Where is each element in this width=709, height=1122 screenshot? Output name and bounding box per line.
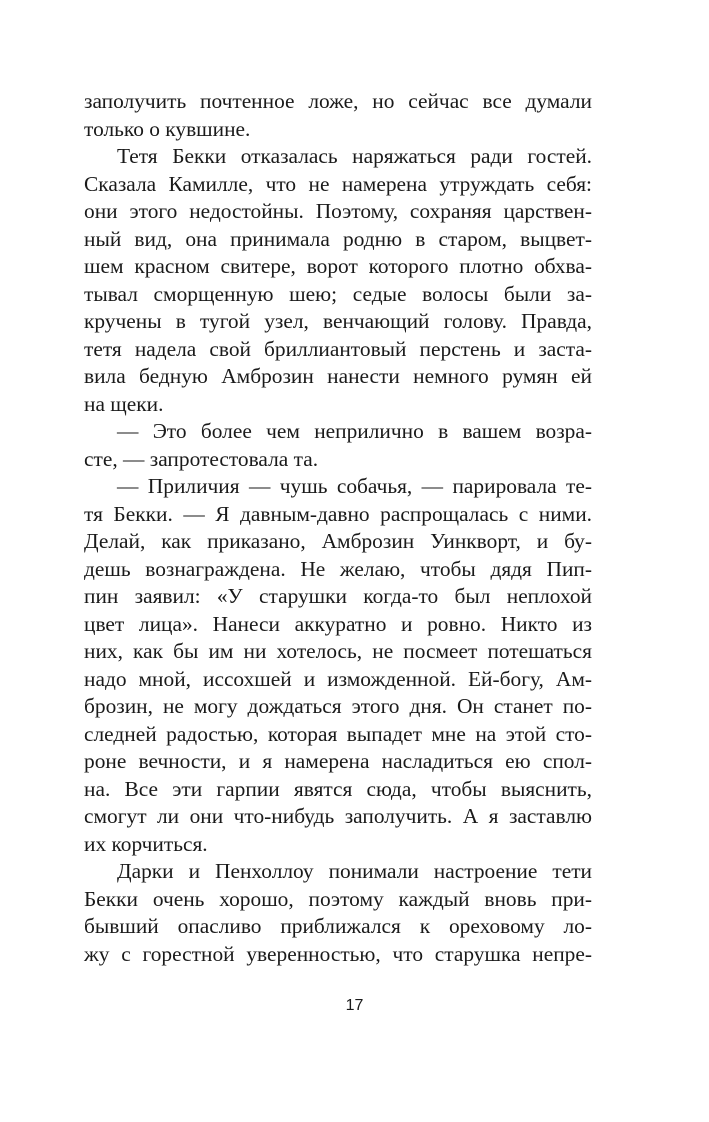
text-line: ный вид, она принимала родню в старом, выцвет- [84, 226, 592, 251]
text-line: они этого недостойны. Поэтому, сохраняя царствен- [84, 199, 592, 223]
text-line: роне вечности, и я намерена насладиться ею спол- [84, 749, 592, 773]
text-line: Делай, как приказано, Амброзин Уинкворт, и бу- [84, 529, 592, 553]
text-line: вила бедную Амброзин нанести немного румян ей [84, 364, 592, 388]
text-line: их корчиться. [84, 831, 208, 856]
text-line: пин заявил: «У старушки когда-то был неплохой [84, 584, 592, 608]
text-line: смогут ли они что-нибудь заполучить. А я заставлю [84, 804, 592, 828]
text-line: — Приличия — чушь собачья, — парировала те- [117, 474, 592, 498]
text-line: жу с горестной уверенностью, что старушка непре- [84, 941, 592, 966]
text-line: Сказала Камилле, что не намерена утруждать себя: [84, 171, 592, 196]
text-line: только о кувшине. [84, 116, 251, 141]
page-body-text [84, 88, 592, 968]
text-line: цвет лица». Нанеси аккуратно и ровно. Никто из [84, 611, 592, 636]
page-number: 17 [345, 997, 364, 1014]
text-line: заполучить почтенное ложе, но сейчас все думали [84, 89, 592, 113]
text-line: тетя надела свой бриллиантовый перстень и заста- [84, 336, 592, 361]
text-line: сте, — запротестовала та. [84, 446, 319, 471]
text-line: надо мной, иссохшей и изможденной. Ей-богу, Ам- [84, 666, 592, 691]
text-line: бывший опасливо приближался к ореховому ло- [84, 914, 592, 938]
text-line: брозин, не могу дождаться этого дня. Он станет по- [84, 694, 592, 718]
text-line: на щеки. [84, 391, 164, 416]
text-line: тывал сморщенную шею; седые волосы были за- [84, 281, 592, 306]
text-line: тя Бекки. — Я давным-давно распрощалась с ними. [84, 501, 592, 526]
text-line: них, как бы им ни хотелось, не посмеет потешаться [84, 639, 592, 663]
text-line: дешь вознаграждена. Не желаю, чтобы дядя Пип- [84, 556, 592, 581]
text-line: на. Все эти гарпии явятся сюда, чтобы выяснить, [84, 776, 592, 801]
text-line: кручены в тугой узел, венчающий голову. Правда, [84, 309, 592, 333]
text-line: — Это более чем неприлично в вашем возра- [117, 419, 592, 443]
text-line: Бекки очень хорошо, поэтому каждый вновь при- [84, 886, 592, 911]
text-line: следней радостью, которая выпадет мне на этой сто- [84, 721, 592, 746]
text-line: Дарки и Пенхоллоу понимали настроение тети [117, 859, 592, 883]
text-line: Тетя Бекки отказалась наряжаться ради гостей. [117, 144, 592, 168]
text-line: шем красном свитере, ворот которого плотно обхва- [84, 254, 592, 278]
